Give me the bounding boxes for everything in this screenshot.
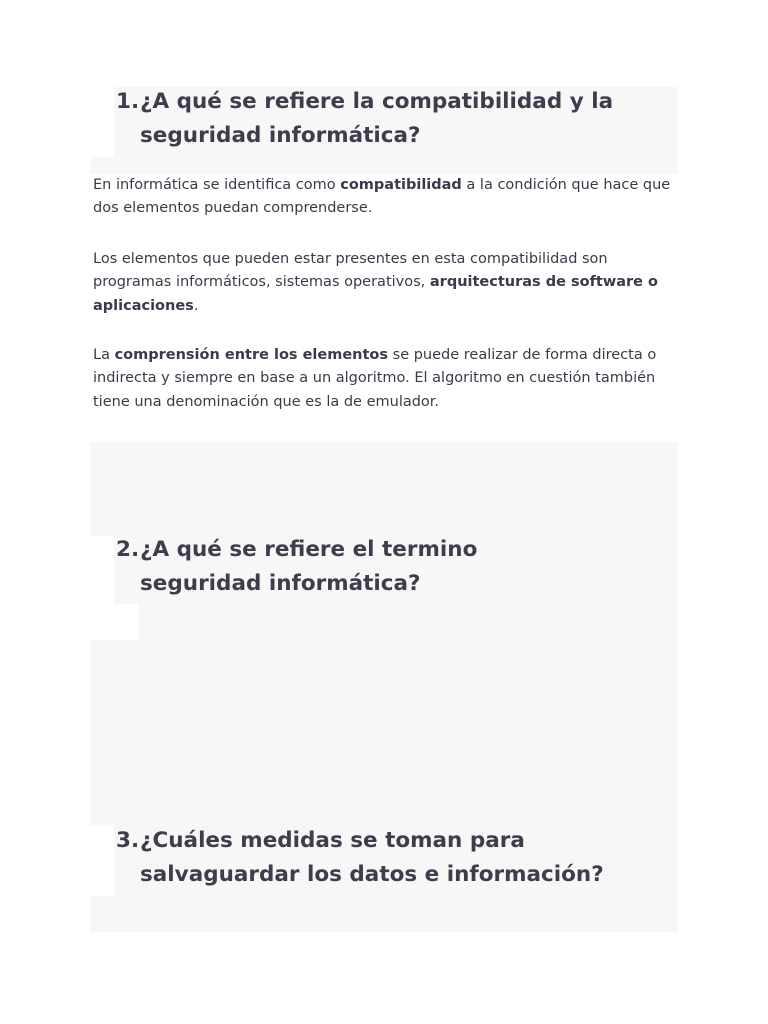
paragraph-1 [93,174,673,221]
question-heading-2 [116,533,586,601]
question-number-1: 1. [116,89,140,114]
paragraph-2 [93,248,673,318]
paragraph-1-text-a: En informática se identifica como [93,177,341,193]
paragraph-2-text-c: . [193,297,199,314]
paragraph-3 [93,344,673,414]
paragraph-3-bold: comprensión entre los elementos [114,347,389,363]
paragraph-1-bold: compatibilidad [340,177,462,193]
section-2-white-notch [90,536,114,640]
question-text-3: ¿Cuáles medidas se toman para salvaguardar los datos e información? [140,828,604,887]
question-heading-1 [116,85,676,153]
paragraph-3-text-a: La [93,347,115,363]
paragraph-2-bold: arquitecturas de software o aplicaciones [93,274,658,314]
question-heading-3 [116,824,676,892]
question-number-2: 2. [116,537,140,562]
section-2-white-notch-2 [114,604,138,640]
question-number-3: 3. [116,828,140,853]
paragraph-1-text-c: a la condición que hace que dos elementos puedan comprenderse. [93,177,671,217]
paragraph-2-text-a: Los elementos que pueden estar presentes en esta compatibilidad son programas informáticos, sistemas operativos, [93,251,608,291]
question-text-2: ¿A qué se refiere el termino seguridad informática? [140,537,478,596]
question-text-1: ¿A qué se refiere la compatibilidad y la seguridad informática? [140,89,614,148]
section-3-white-notch [90,826,114,896]
heading-1-background-left [90,157,114,174]
paragraph-3-text-c: se puede realizar de forma directa o indirecta y siempre en base a un algoritmo. El algoritmo en cuestión también tiene una denominación que es la de emulador. [93,347,657,410]
